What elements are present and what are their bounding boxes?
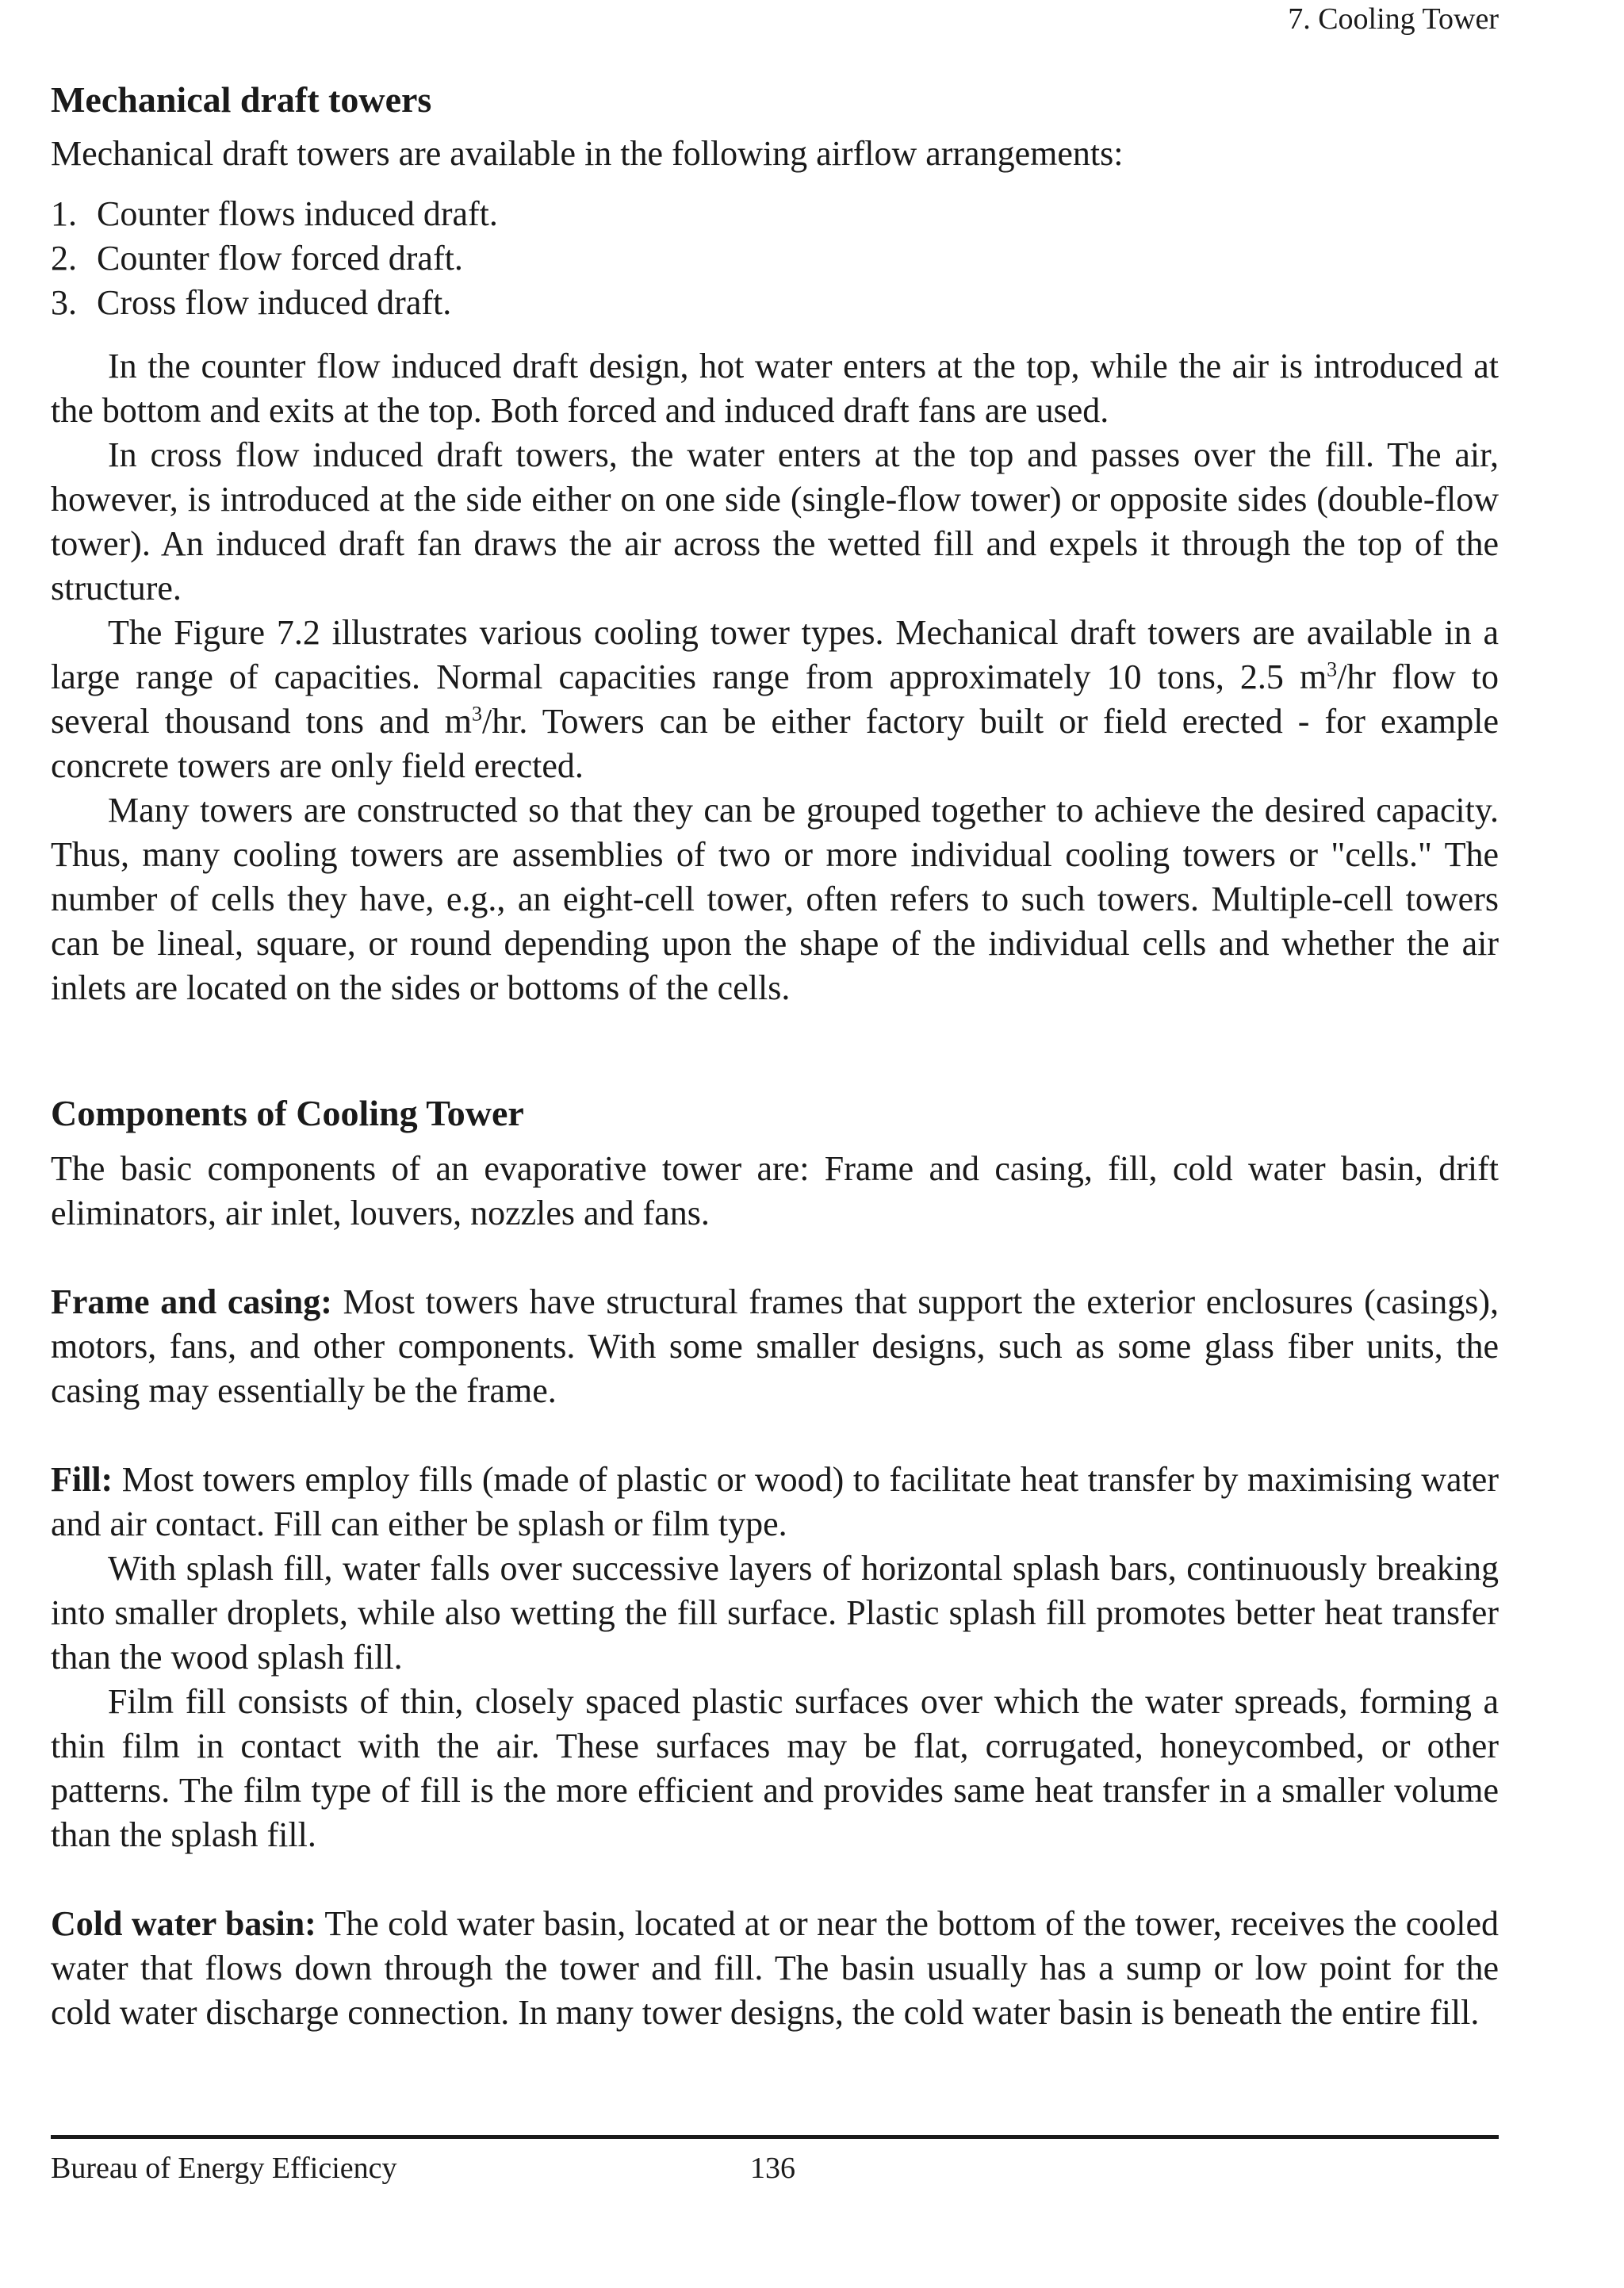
paragraph-splash-fill: With splash fill, water falls over successive layers of horizontal splash bars, continuously breaking into smaller droplets, while also wetting the fill surface. Plastic splash fill promotes better heat transfer than the wood splash fill.: [51, 1549, 1499, 1677]
list-item: 1. Counter flows induced draft.: [51, 194, 498, 233]
paragraph-counter-flow: In the counter flow induced draft design, hot water enters at the top, while the air is introduced at the bottom and exits at the top. Both forced and induced draft fans are used.: [51, 347, 1499, 430]
airflow-list: [51, 192, 1499, 325]
paragraph-cross-flow: In cross flow induced draft towers, the water enters at the top and passes over the fill. The air, however, is introduced at the side either on one side (single-flow tower) or opposite sides (double-flow tower). An induced draft fan draws the air across the wetted fill and expels it through the top of the structure.: [51, 435, 1499, 607]
heading-mechanical-draft-towers: Mechanical draft towers: [51, 79, 432, 120]
running-head: 7. Cooling Tower: [1288, 2, 1499, 36]
paragraph-film-fill: Film fill consists of thin, closely spaced plastic surfaces over which the water spreads, forming a thin film in contact with the air. These surfaces may be flat, corrugated, honeycombed, or other patterns. The film type of fill is the more efficient and provides same heat transfer in a smaller volume than the splash fill.: [51, 1682, 1499, 1854]
paragraph-figure-capacities: The Figure 7.2 illustrates various cooling tower types. Mechanical draft towers are available in a large range of capacities. Normal capacities range from approximately 10 tons, 2.5 $m^3/hr$ flow to several thousand tons and $m^3/hr$. Towers can be either factory built or field erected - for example concrete towers are only field erected.: [51, 613, 1499, 785]
list-item: 3. Cross flow induced draft.: [51, 283, 452, 322]
footer-publisher: Bureau of Energy Efficiency: [51, 2152, 397, 2185]
section-mechanical-draft: [51, 78, 1499, 1010]
components-intro: The basic components of an evaporative tower are: Frame and casing, fill, cold water basin, drift eliminators, air inlet, louvers, nozzles and fans.: [51, 1149, 1499, 1232]
section-components: [51, 1091, 1499, 2035]
paragraph-cold-water-basin: Cold water basin: The cold water basin, located at or near the bottom of the tower, receives the cooled water that flows down through the tower and fill. The basin usually has a sump or low point for the cold water discharge connection. In many tower designs, the cold water basin is beneath the entire fill.: [51, 1904, 1499, 2032]
paragraph-fill: Fill: Most towers employ fills (made of plastic or wood) to facilitate heat transfer by maximising water and air contact. Fill can either be splash or film type.: [51, 1460, 1499, 1543]
footer-rule: [51, 2135, 1499, 2139]
paragraph-frame-casing: Frame and casing: Most towers have structural frames that support the exterior enclosures (casings), motors, fans, and other components. With some smaller designs, such as some glass fiber units, the casing may essentially be the frame.: [51, 1282, 1500, 1410]
page-number: 136: [750, 2152, 795, 2185]
paragraph-cells: Many towers are constructed so that they can be grouped together to achieve the desired capacity. Thus, many cooling towers are assemblies of two or more individual cooling towers or "cells." The number of cells they have, e.g., an eight-cell tower, often refers to such towers. Multiple-cell towers can be lineal, square, or round depending upon the shape of the individual cells and whether the air inlets are located on the sides or bottoms of the cells.: [51, 791, 1499, 1007]
heading-components: Components of Cooling Tower: [51, 1093, 524, 1133]
list-item: 2. Counter flow forced draft.: [51, 239, 463, 278]
intro-paragraph: Mechanical draft towers are available in the following airflow arrangements:: [51, 134, 1124, 173]
